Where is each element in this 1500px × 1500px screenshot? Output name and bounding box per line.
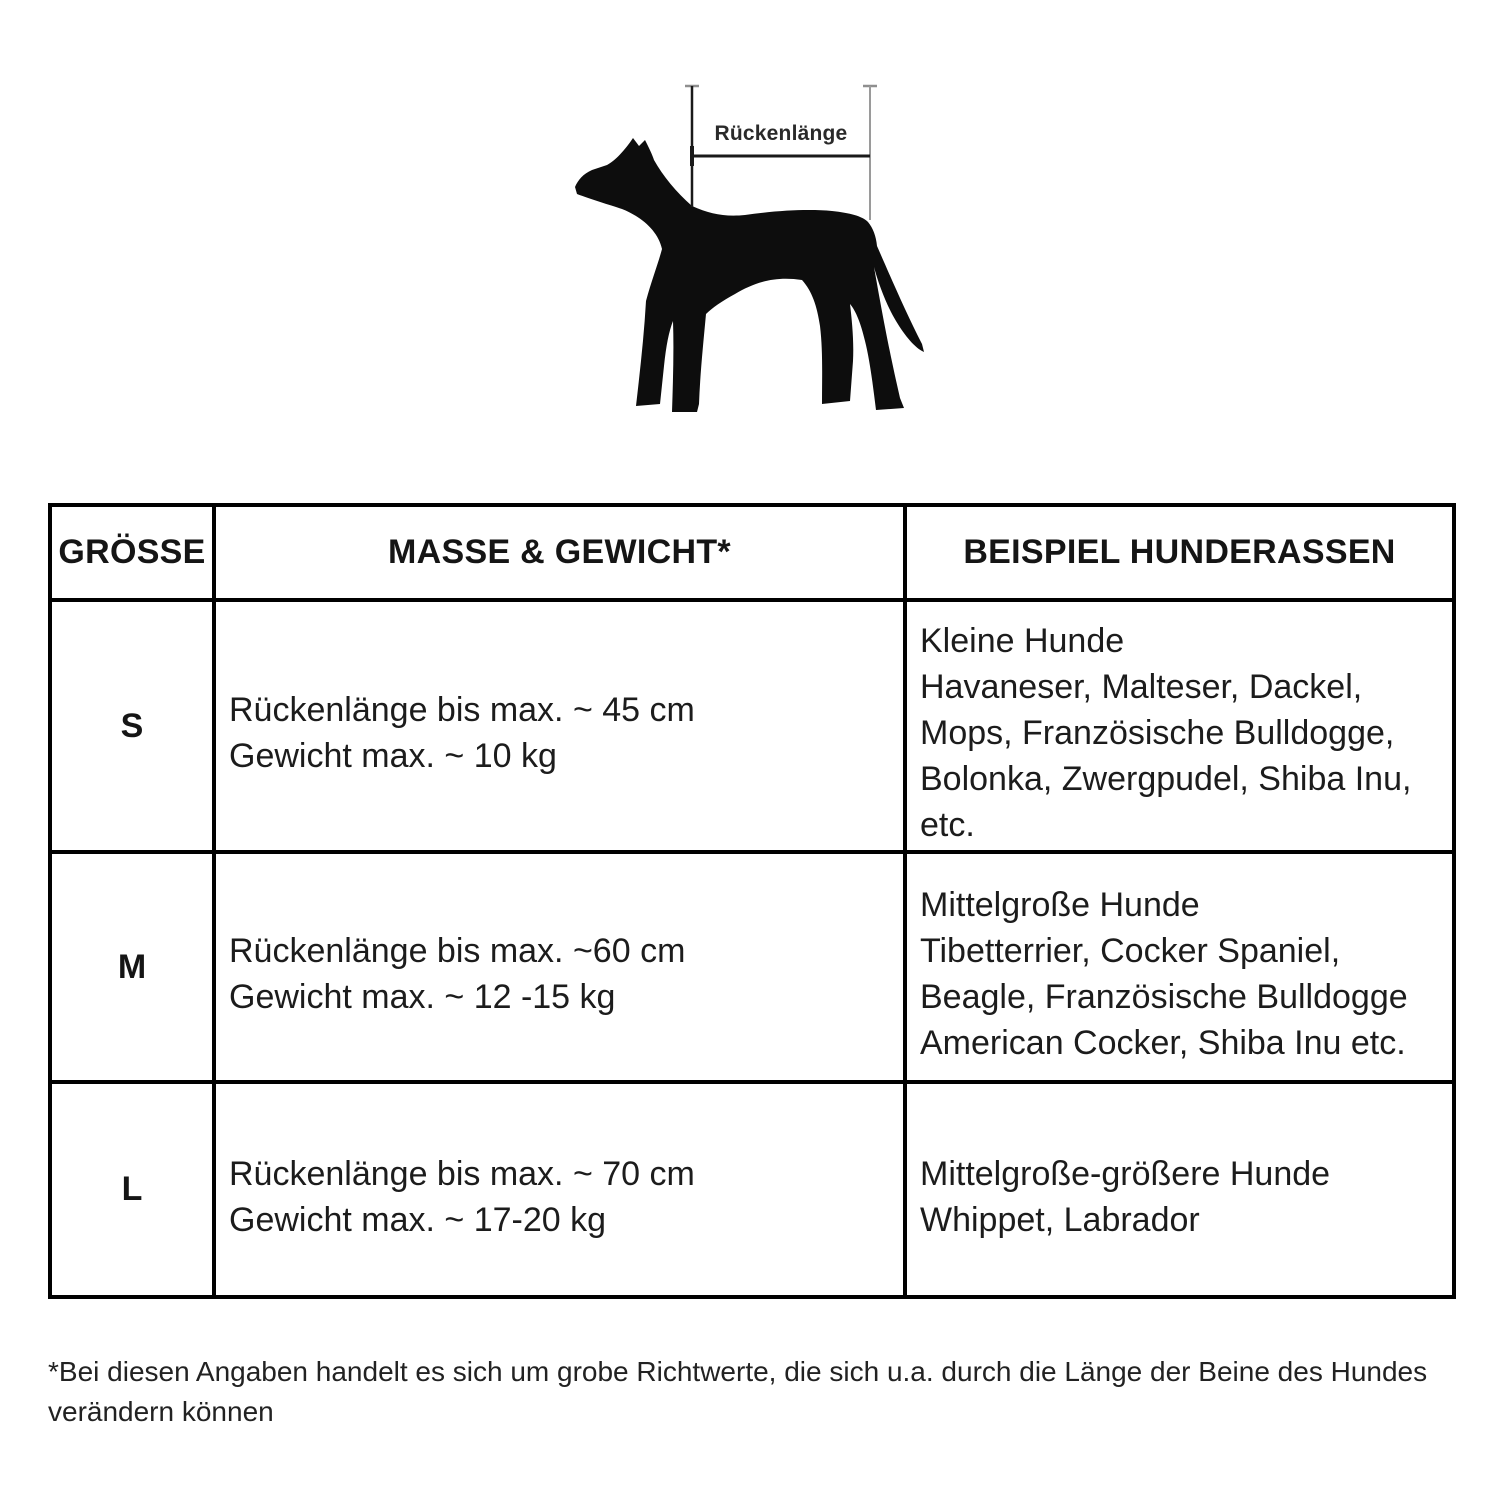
- back-length-label: Rückenlänge: [714, 122, 848, 145]
- size-label-m: M: [50, 852, 214, 1082]
- breeds-line: Whippet, Labrador: [920, 1200, 1200, 1239]
- dims-line: Rückenlänge bis max. ~ 45 cm: [229, 691, 695, 729]
- dog-silhouette: [575, 138, 924, 412]
- breeds-line: Tibetterrier, Cocker Spaniel,: [920, 932, 1341, 970]
- dims-line: Rückenlänge bis max. ~ 70 cm: [229, 1154, 695, 1193]
- breeds-cell-m: [905, 852, 1454, 1082]
- size-label-l: L: [50, 1082, 214, 1297]
- header-size: GRÖSSE: [50, 505, 214, 600]
- table-row-l: [50, 1082, 1454, 1297]
- breeds-cell-s: [905, 600, 1454, 852]
- breeds-line: Kleine Hunde: [920, 622, 1125, 660]
- breeds-line: Mittelgroße-größere Hunde: [920, 1154, 1331, 1193]
- dims-line: Gewicht max. ~ 10 kg: [229, 737, 557, 775]
- dims-line: Rückenlänge bis max. ~60 cm: [229, 932, 686, 970]
- dims-line: Gewicht max. ~ 17-20 kg: [229, 1200, 607, 1239]
- footnote: *Bei diesen Angaben handelt es sich um grobe Richtwerte, die sich u.a. durch die Länge der Beine des Hundes verändern können: [48, 1356, 1428, 1427]
- breeds-line: Mops, Französische Bulldogge,: [920, 714, 1395, 752]
- breeds-line: Mittelgroße Hunde: [920, 886, 1200, 924]
- table-row-m: [50, 852, 1454, 1082]
- dims-cell-l: [214, 1082, 905, 1297]
- dims-line: Gewicht max. ~ 12 -15 kg: [229, 978, 616, 1016]
- table-header-row: [50, 505, 1454, 600]
- breeds-line: Beagle, Französische Bulldogge: [920, 978, 1408, 1016]
- breeds-line: Havaneser, Malteser, Dackel,: [920, 668, 1363, 706]
- breeds-line: American Cocker, Shiba Inu etc.: [920, 1024, 1406, 1062]
- breeds-cell-l: [905, 1082, 1454, 1297]
- dims-cell-s: [214, 600, 905, 852]
- breeds-line: Bolonka, Zwergpudel, Shiba Inu,: [920, 760, 1412, 798]
- dog-figure: [568, 78, 936, 428]
- size-label-s: S: [50, 600, 214, 852]
- dims-cell-m: [214, 852, 905, 1082]
- breeds-line: etc.: [920, 806, 975, 844]
- table-row-s: [50, 600, 1454, 852]
- header-dimensions: MASSE & GEWICHT*: [214, 505, 905, 600]
- size-table: [48, 503, 1456, 1299]
- header-breeds: BEISPIEL HUNDERASSEN: [905, 505, 1454, 600]
